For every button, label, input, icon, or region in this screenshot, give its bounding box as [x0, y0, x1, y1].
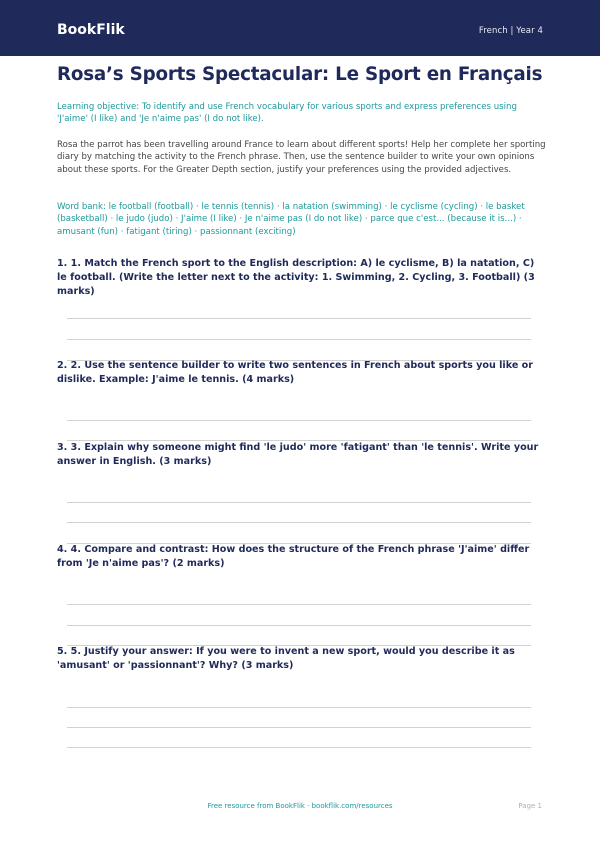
page-title: Rosa’s Sports Spectacular: Le Sport en Français [57, 64, 543, 85]
answer-line[interactable] [67, 604, 531, 605]
answer-line[interactable] [67, 339, 531, 340]
word-bank: Word bank: le football (football) · le tennis (tennis) · la natation (swimming) · le cyclisme (cycling) · le basket (basketball) · le judo (judo) · J'aime (I like) · Je n'aime pas (I do not like) · parce que c'est... (because it is...) · amusant (fun) · fatigant (tiring) · passionnant (exciting) [57, 202, 525, 237]
answer-line[interactable] [67, 747, 531, 748]
question-1: 1. 1. Match the French sport to the English description: A) le cyclisme, B) la natation, C) le football. (Write the letter next to the activity: 1. Swimming, 2. Cycling, 3. Football) (3 marks) [57, 258, 535, 297]
answer-line[interactable] [67, 625, 531, 626]
answer-line[interactable] [67, 727, 531, 728]
answer-line[interactable] [67, 420, 531, 421]
subject-year-label: French | Year 4 [478, 26, 543, 36]
answer-line[interactable] [67, 522, 531, 523]
answer-line[interactable] [67, 318, 531, 319]
question-2: 2. 2. Use the sentence builder to write two sentences in French about sports you like or dislike. Example: J'aime le tennis. (4 marks) [57, 360, 534, 385]
brand-logo[interactable]: BookFlik [57, 22, 125, 38]
question-5: 5. 5. Justify your answer: If you were to invent a new sport, would you describe it as 'amusant' or 'passionnant'? Why? (3 marks) [57, 646, 515, 671]
question-4: 4. 4. Compare and contrast: How does the structure of the French phrase 'J'aime' differ from 'Je n'aime pas'? (2 marks) [57, 544, 530, 569]
footer-credit[interactable]: Free resource from BookFlik · bookflik.com/resources [207, 802, 393, 810]
header-bar [0, 0, 600, 56]
page-number: Page 1 [518, 802, 542, 810]
answer-line[interactable] [67, 502, 531, 503]
question-3: 3. 3. Explain why someone might find 'le judo' more 'fatigant' than 'le tennis'. Write your answer in English. (3 marks) [57, 442, 539, 467]
intro-text: Rosa the parrot has been travelling around France to learn about different sports! Help her complete her sporting diary by matching the activity to the French phrase. Then, use the sentence builder to write your own opinions about these sports. For the Greater Depth section, justify your preferences using the provided adjectives. [57, 140, 546, 175]
answer-line[interactable] [67, 707, 531, 708]
learning-objective: Learning objective: To identify and use French vocabulary for various sports and express preferences using 'J'aime' (I like) and 'Je n'aime pas' (I do not like). [57, 102, 517, 125]
